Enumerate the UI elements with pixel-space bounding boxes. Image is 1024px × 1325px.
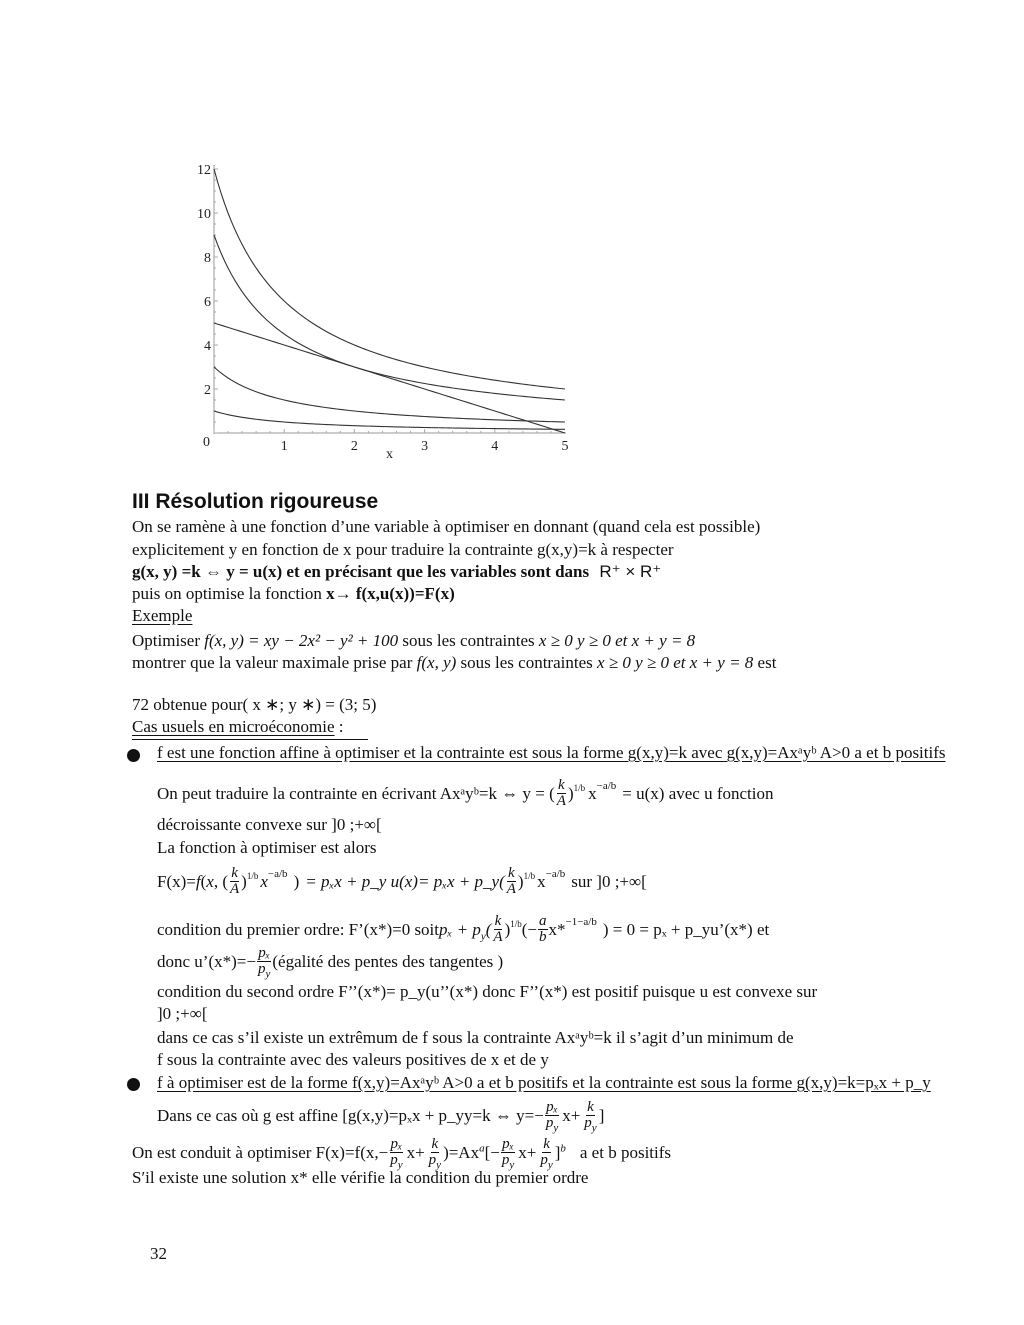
x-axis-label: x xyxy=(386,447,393,462)
domain-set: R⁺ × R⁺ xyxy=(599,562,662,581)
text: ) = 0 = pₓ + p_yu’(x*) et xyxy=(602,919,770,939)
constraints: x ≥ 0 y ≥ 0 et x + y = 8 xyxy=(538,631,696,650)
origin-label: 0 xyxy=(203,435,210,450)
y-tick-label: 10 xyxy=(197,207,211,222)
bullet-icon xyxy=(127,749,140,762)
text: sur ]0 ;+∞[ xyxy=(571,871,647,891)
y-tick-label: 2 xyxy=(204,383,211,398)
intro-paragraph-line1: On se ramène à une fonction d’une variable à optimiser en donnant (quand cela est possible) xyxy=(132,517,761,536)
text: condition du premier ordre: F’(x*)=0 soit xyxy=(157,919,440,939)
case1-interval: ]0 ;+∞[ xyxy=(157,1004,208,1023)
example-label: Exemple xyxy=(132,606,193,625)
x-tick-label: 1 xyxy=(280,439,288,454)
cases-label: Cas usuels en microéconomie xyxy=(132,717,335,736)
text: (égalité des pentes des tangentes ) xyxy=(272,951,504,971)
constraint-equivalence xyxy=(132,562,661,582)
composite-function: x→ f(x,u(x))=F(x) xyxy=(326,584,455,603)
case1-second-order: condition du second ordre F’’(x*)= p_y(u’’(x*) donc F’’(x*) est positif puisque u est convexe sur xyxy=(157,982,818,1001)
text: On est conduit à optimiser F(x)=f(x,− xyxy=(132,1142,389,1162)
optimize-function-line xyxy=(132,584,455,604)
fraction-px-over-py: $\frac{\text{pₓ}}{p_y}$ xyxy=(501,1136,515,1171)
function-plot xyxy=(180,150,590,470)
plot-curve-9 xyxy=(214,235,565,400)
text: sous les contraintes xyxy=(398,631,539,650)
y-tick-label: 12 xyxy=(197,163,211,178)
constraints: x ≥ 0 y ≥ 0 et x + y = 8 xyxy=(596,653,754,672)
colon: : xyxy=(334,717,344,736)
text: est xyxy=(753,653,777,672)
example-question xyxy=(132,653,776,673)
equivalence-text: g(x, y) =k ⇔ y = u(x) et en précisant que les variables sont dans xyxy=(132,562,590,581)
plot-curve-12 xyxy=(214,169,565,389)
y-tick-label: 8 xyxy=(204,251,211,266)
fraction-k-over-A: $\frac{k}{A}$ xyxy=(556,777,566,809)
section-title: III Résolution rigoureuse xyxy=(132,490,379,513)
x-tick-label: 5 xyxy=(561,439,569,454)
case2-function-F: On est conduit à optimiser F(x)=f(x,− $\frac{\text{pₓ}}{p_y}$ x+ $\frac{k}{p_y}$ )$=Ax^a[-$ $\frac{\text{pₓ}}{p_y}$ x+ $\frac{k}{p_y}$ ]$^b$ a et b positifs xyxy=(132,1136,672,1171)
example-result: 72 obtenue pour( x ∗; y ∗) = (3; 5) xyxy=(132,695,377,714)
objective-function: f(x, y) = xy − 2x² − y² + 100 xyxy=(204,631,399,650)
page-number: 32 xyxy=(150,1244,167,1263)
cases-heading xyxy=(132,717,344,737)
case1-constraint-translation: On peut traduire la contrainte en écrivant Axᵃyᵇ=k ⇔ y = ( $\frac{k}{A}$ ) $^{1/b}$ x $^{-a/b}$ = u(x) avec u fonction xyxy=(157,777,774,809)
text: Dans ce cas où g est affine [g(x,y)=pₓx + p_yy=k ⇔ y=− xyxy=(157,1105,544,1125)
case1-line3: La fonction à optimiser est alors xyxy=(157,838,377,857)
text: On peut traduire la contrainte en écrivant Axᵃyᵇ=k ⇔ y = ( xyxy=(157,783,555,803)
divider xyxy=(132,739,368,740)
case2-heading: f à optimiser est de la forme f(x,y)=Axᵃyᵇ A>0 a et b positifs et la contrainte est sous la forme g(x,y)=k=pₓx + p_y xyxy=(157,1073,931,1092)
text: sous les contraintes xyxy=(456,653,597,672)
text: = u(x) avec u fonction xyxy=(622,783,774,803)
case1-first-order-condition: condition du premier ordre: F’(x*)=0 soit $p_x + p_y$( $\frac{k}{A}$ ) $^{1/b}$ (− $\frac{a}{b}$ x* $^{-1-a/b}$ ) = 0 = pₓ + p_yu’(x*) et xyxy=(157,913,770,945)
y-tick-label: 6 xyxy=(204,295,211,310)
fraction-k-over-A: $\frac{k}{A}$ xyxy=(493,913,503,945)
bullet-icon xyxy=(127,1078,140,1091)
text: montrer que la valeur maximale prise par xyxy=(132,653,417,672)
case1-conclusion-line2: f sous la contrainte avec des valeurs positives de x et de y xyxy=(157,1050,549,1069)
optimize-text: puis on optimise la fonction xyxy=(132,584,327,603)
fraction-k-over-py: $\frac{k}{p_y}$ xyxy=(540,1136,553,1171)
case1-line2: décroissante convexe sur ]0 ;+∞[ xyxy=(157,815,382,834)
fraction-a-over-b: $\frac{a}{b}$ xyxy=(539,913,547,945)
fraction-k-over-py: $\frac{k}{p_y}$ xyxy=(584,1099,597,1134)
y-tick-label: 4 xyxy=(204,339,211,354)
case1-slope-equality xyxy=(157,945,504,980)
intro-paragraph-line2: explicitement y en fonction de x pour traduire la contrainte g(x,y)=k à respecter xyxy=(132,540,674,559)
case1-conclusion-line1: dans ce cas s’il existe un extrêmum de f sous la contrainte Axᵃyᵇ=k il s’agit d’un minimum de xyxy=(157,1028,794,1047)
text: F(x)= xyxy=(157,871,196,891)
text: Optimiser xyxy=(132,631,205,650)
fraction-k-over-py: $\frac{k}{p_y}$ xyxy=(428,1136,442,1171)
fraction-px-over-py: $\frac{\text{pₓ}}{p_y}$ xyxy=(545,1099,559,1134)
fraction-k-over-A: $\frac{k}{A}$ xyxy=(506,865,516,897)
fraction-px-over-py: $\frac{\text{pₓ}}{p_y}$ xyxy=(390,1136,403,1171)
x-tick-label: 4 xyxy=(491,439,499,454)
plot-line xyxy=(214,323,565,433)
text: donc u’(x*)=− xyxy=(157,951,256,971)
example-statement xyxy=(132,631,695,651)
x-tick-label: 3 xyxy=(421,439,429,454)
x-tick-label: 2 xyxy=(350,439,358,454)
text: a et b positifs xyxy=(579,1142,672,1162)
case1-heading: f est une fonction affine à optimiser et la contrainte est sous la forme g(x,y)=k avec g(x,y)=Axᵃyᵇ A>0 a et b positifs xyxy=(157,743,946,762)
fraction-px-over-py: $\frac{\text{pₓ}}{p_y}$ xyxy=(257,945,271,980)
function-ref: f(x, y) xyxy=(416,653,457,672)
plot-curve-3 xyxy=(214,367,565,422)
fraction-k-over-A: $\frac{k}{A}$ xyxy=(230,865,240,897)
case2-solution-line: S′il existe une solution x* elle vérifie la condition du premier ordre xyxy=(132,1168,589,1187)
text: = pₓx + p_y u(x)= pₓx + p_y( xyxy=(305,871,505,891)
case1-function-F: F(x)= f ( x , ( $\frac{k}{A}$ ) $^{1/b}$ x $^{-a/b}$ ) = pₓx + p_y u(x)= pₓx + p_y( $\frac{k}{A}$ ) $^{1/b}$ x $^{-a/b}$ sur ]0 ;+∞[ xyxy=(157,865,647,897)
case2-affine-constraint: Dans ce cas où g est affine [g(x,y)=pₓx + p_yy=k ⇔ y=− $\frac{\text{pₓ}}{p_y}$ x+ $\frac{k}{p_y}$ ] xyxy=(157,1099,605,1134)
